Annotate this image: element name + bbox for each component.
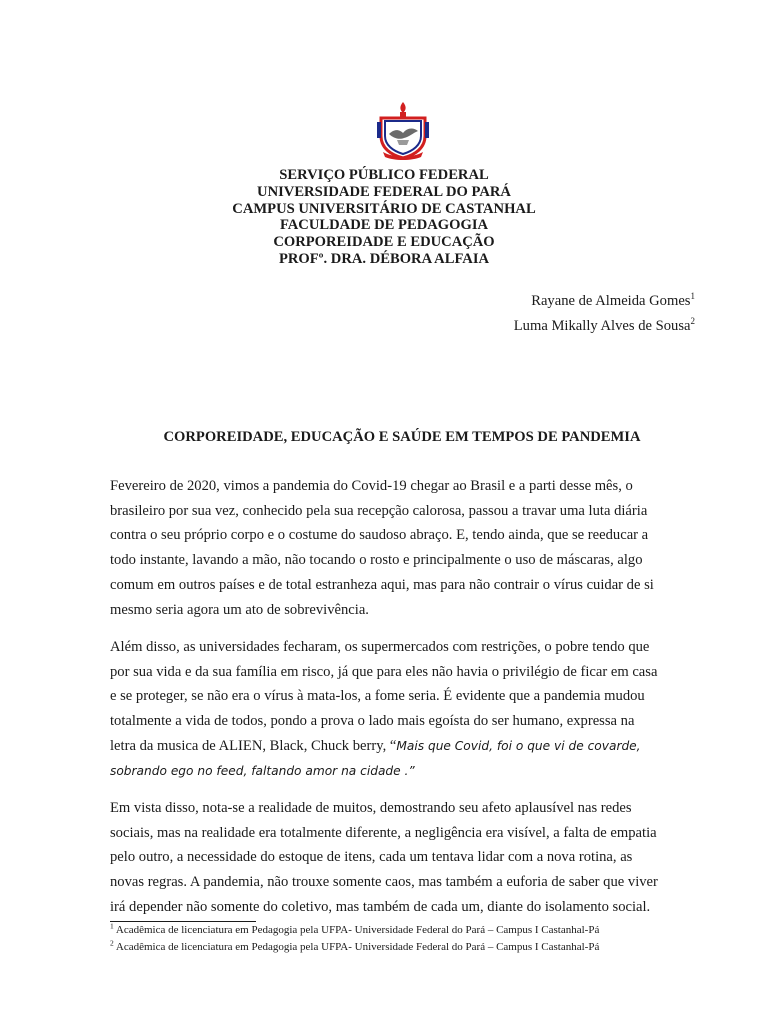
document-title: CORPOREIDADE, EDUCAÇÃO E SAÚDE EM TEMPOS DE PANDEMIA <box>163 429 641 445</box>
footnote-text: Acadêmica de licenciatura em Pedagogia pela UFPA- Universidade Federal do Pará – Campus I Castanhal-Pá <box>113 941 600 953</box>
university-seal-logo <box>373 100 433 162</box>
header-line: FACULDADE DE PEDAGOGIA <box>279 217 489 234</box>
footnote-mark: 2 <box>110 938 114 948</box>
paragraph-line <box>110 734 700 759</box>
header-line: CAMPUS UNIVERSITÁRIO DE CASTANHAL <box>232 200 536 217</box>
institution-header <box>0 167 768 268</box>
paragraph-text: letra da musica de ALIEN, Black, Chuck berry, “ <box>110 737 397 754</box>
paragraph-line: novas regras. A pandemia, não trouxe somente caos, mas também a euforia de saber que viver <box>110 874 658 891</box>
footnote <box>110 938 600 954</box>
paragraph-line: irá depender não somente do coletivo, mas também de cada um, diante do isolamento social. <box>110 898 651 915</box>
footnote-marker[interactable]: 2 <box>690 316 695 327</box>
author-name: Luma Mikally Alves de Sousa <box>513 318 691 334</box>
author-name: Rayane de Almeida Gomes <box>531 293 691 309</box>
footnote <box>110 921 600 937</box>
footnote-marker[interactable]: 1 <box>690 291 695 302</box>
footnote-text: Acadêmica de licenciatura em Pedagogia pela UFPA- Universidade Federal do Pará – Campus I Castanhal-Pá <box>113 924 600 936</box>
body-paragraph <box>110 474 700 622</box>
paragraph-line: contra o seu próprio corpo e o costume do saudoso abraço. E, tendo ainda, que se reeducar a <box>110 527 649 544</box>
paragraph-line: Em vista disso, nota-se a realidade de muitos, demostrando seu afeto aplausível nas redes <box>110 800 632 816</box>
header-line: SERVIÇO PÚBLICO FEDERAL <box>279 167 489 183</box>
paragraph-line: Fevereiro de 2020, vimos a pandemia do Covid-19 chegar ao Brasil e a parti desse mês, o <box>110 478 633 494</box>
author-line <box>531 293 695 310</box>
paragraph-line: pelo outro, a necessidade do estoque de itens, cada um tentava lidar com a nova rotina, as <box>110 849 633 866</box>
paragraph-line: por sua vida e da sua família em risco, já que para eles não havia o privilégio de ficar em casa <box>110 663 658 680</box>
body-paragraph <box>110 635 700 783</box>
paragraph-line: sociais, mas na realidade era totalmente diferente, a negligência era visível, a falta de empatia <box>110 824 657 841</box>
paragraph-line: brasileiro por sua vez, conhecido pela sua recepção calorosa, passou a travar uma luta diária <box>110 502 648 519</box>
header-line: UNIVERSIDADE FEDERAL DO PARÁ <box>257 183 511 200</box>
footnote-mark: 1 <box>110 921 114 931</box>
paragraph-line: e se proteger, se não era o vírus à mata-los, a fome seria. É evidente que a pandemia mudou <box>110 688 645 705</box>
paragraph-line: Além disso, as universidades fecharam, os supermercados com restrições, o pobre tendo que <box>110 639 650 655</box>
header-line: PROFº. DRA. DÉBORA ALFAIA <box>278 250 490 267</box>
header-line: CORPOREIDADE E EDUCAÇÃO <box>273 234 495 251</box>
paragraph-line: todo instante, lavando a mão, não tocando o rosto e principalmente o uso de máscaras, algo <box>110 552 643 569</box>
paragraph-line: totalmente a vida de todos, pondo a prova o lado mais egoísta do ser humano, expressa na <box>110 713 635 730</box>
footnote-separator <box>110 921 256 922</box>
paragraph-line: mesmo seria agora um ato de sobrevivência. <box>110 601 369 618</box>
song-quote: sobrando ego no feed, faltando amor na cidade .” <box>110 763 415 778</box>
song-quote: Mais que Covid, foi o que vi de covarde, <box>396 738 641 753</box>
body-paragraph <box>110 796 700 920</box>
paragraph-line: comum em outros países e de total estranheza aqui, mas para não contrair o vírus cuidar de si <box>110 576 654 593</box>
author-line <box>514 318 695 335</box>
paragraph-line <box>110 759 700 784</box>
